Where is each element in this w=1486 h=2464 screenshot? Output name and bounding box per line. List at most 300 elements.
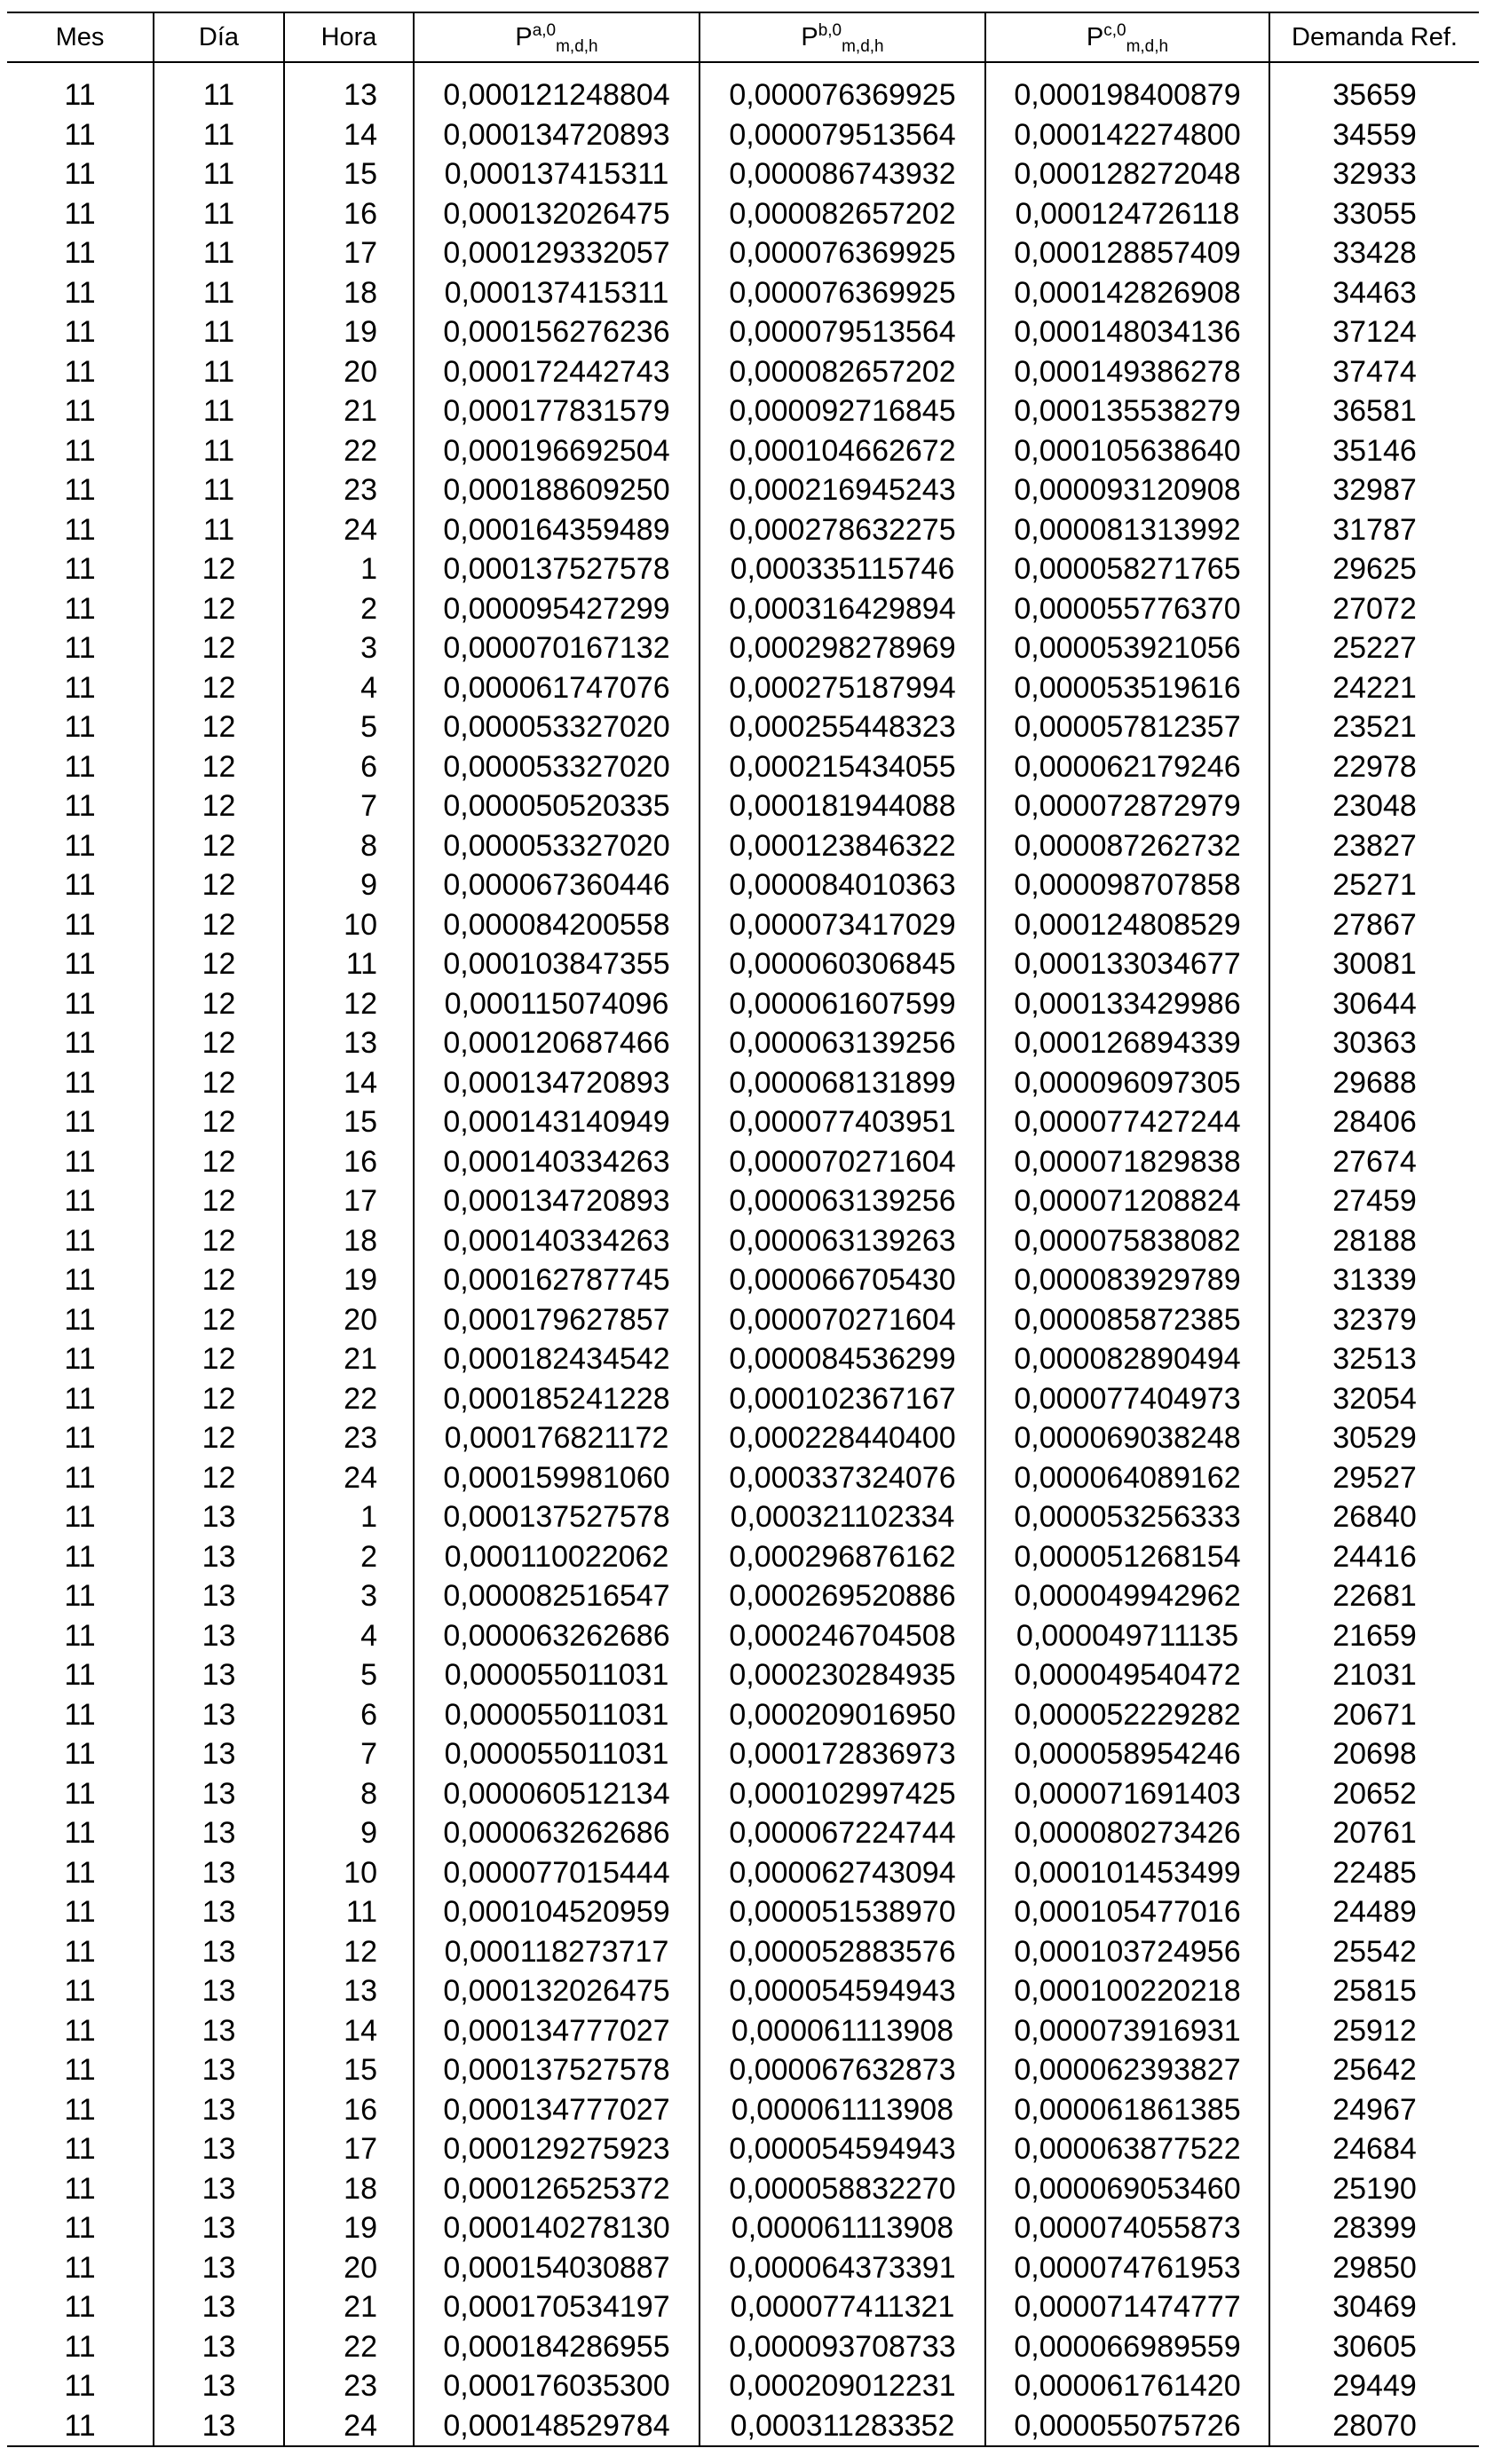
header-p-c-base: P xyxy=(1086,22,1104,51)
header-p-a-base: P xyxy=(515,22,533,51)
cell-p-b: 0,000209016950 xyxy=(700,1695,985,1735)
table-row xyxy=(7,391,1479,431)
cell-hora: 19 xyxy=(284,2208,414,2248)
cell-dia: 11 xyxy=(154,273,284,313)
cell-mes: 11 xyxy=(7,2406,154,2447)
cell-p-c: 0,000096097305 xyxy=(985,1063,1269,1103)
cell-p-b: 0,000063139256 xyxy=(700,1181,985,1221)
cell-demanda-ref: 34463 xyxy=(1269,273,1479,313)
cell-mes: 11 xyxy=(64,749,96,784)
cell-mes: 11 xyxy=(64,2092,96,2127)
cell-mes: 11 xyxy=(64,2369,96,2404)
cell-p-b: 0,000064373391 xyxy=(700,2248,985,2288)
cell-p-c: 0,000133034677 xyxy=(985,944,1269,984)
cell-mes: 11 xyxy=(64,1105,96,1140)
cell-hora: 14 xyxy=(284,1063,414,1103)
cell-dia: 12 xyxy=(154,1142,284,1182)
cell-p-c: 0,000049540472 xyxy=(985,1655,1269,1695)
cell-p-b: 0,000079513564 xyxy=(700,312,985,352)
cell-p-c: 0,000057812357 xyxy=(985,707,1269,747)
cell-demanda-ref: 23827 xyxy=(1269,826,1479,866)
cell-hora: 2 xyxy=(284,1537,414,1577)
cell-p-c: 0,000058271765 xyxy=(985,549,1269,589)
cell-p-c: 0,000083929789 xyxy=(985,1260,1269,1300)
table-row xyxy=(7,786,1479,826)
table-row xyxy=(7,273,1479,313)
cell-p-c: 0,000071691403 xyxy=(985,1774,1269,1814)
cell-hora: 19 xyxy=(284,1260,414,1300)
cell-p-b: 0,000337324076 xyxy=(700,1458,985,1498)
cell-dia: 13 xyxy=(154,2129,284,2169)
cell-dia: 13 xyxy=(154,1853,284,1893)
table-row xyxy=(7,1734,1479,1774)
cell-demanda-ref: 24684 xyxy=(1269,2129,1479,2169)
cell-dia: 11 xyxy=(154,431,284,471)
cell-p-b: 0,000102997425 xyxy=(700,1774,985,1814)
cell-mes: 11 xyxy=(64,1026,96,1061)
cell-p-c: 0,000071829838 xyxy=(985,1142,1269,1182)
cell-p-b: 0,000061113908 xyxy=(700,2208,985,2248)
cell-p-a: 0,000134777027 xyxy=(414,2090,700,2130)
cell-p-b: 0,000298278969 xyxy=(700,628,985,668)
cell-p-c: 0,000075838082 xyxy=(985,1221,1269,1261)
cell-p-a: 0,000137415311 xyxy=(414,154,700,194)
cell-demanda-ref: 30605 xyxy=(1269,2327,1479,2367)
table-row xyxy=(7,826,1479,866)
cell-dia: 12 xyxy=(154,944,284,984)
cell-p-a: 0,000070167132 xyxy=(414,628,700,668)
cell-demanda-ref: 30081 xyxy=(1269,944,1479,984)
cell-demanda-ref: 25815 xyxy=(1269,1971,1479,2011)
cell-p-c: 0,000128857409 xyxy=(985,233,1269,273)
cell-dia: 13 xyxy=(154,2208,284,2248)
cell-p-b: 0,000255448323 xyxy=(700,707,985,747)
table-row xyxy=(7,1418,1479,1458)
cell-hora: 11 xyxy=(284,1892,414,1932)
cell-p-c: 0,000126894339 xyxy=(985,1023,1269,1063)
table-row xyxy=(7,1497,1479,1537)
cell-demanda-ref: 31339 xyxy=(1269,1260,1479,1300)
cell-dia: 13 xyxy=(154,1971,284,2011)
cell-p-c: 0,000061761420 xyxy=(985,2366,1269,2406)
cell-mes: 11 xyxy=(64,1855,96,1890)
table-row xyxy=(7,1181,1479,1221)
header-p-c xyxy=(985,12,1269,62)
cell-p-c: 0,000055075726 xyxy=(985,2406,1269,2447)
cell-p-a: 0,000188609250 xyxy=(414,470,700,510)
cell-p-a: 0,000162787745 xyxy=(414,1260,700,1300)
cell-dia: 12 xyxy=(154,865,284,905)
cell-mes: 11 xyxy=(64,315,96,350)
header-hora: Hora xyxy=(284,12,414,62)
cell-p-c: 0,000100220218 xyxy=(985,1971,1269,2011)
table-row xyxy=(7,1971,1479,2011)
cell-p-c: 0,000062393827 xyxy=(985,2050,1269,2090)
cell-hora: 4 xyxy=(284,1616,414,1656)
cell-p-c: 0,000082890494 xyxy=(985,1339,1269,1379)
cell-demanda-ref: 21659 xyxy=(1269,1616,1479,1656)
cell-p-a: 0,000063262686 xyxy=(414,1616,700,1656)
cell-p-a: 0,000176821172 xyxy=(414,1418,700,1458)
table-row xyxy=(7,1695,1479,1735)
cell-p-b: 0,000058832270 xyxy=(700,2169,985,2209)
cell-demanda-ref: 30469 xyxy=(1269,2287,1479,2327)
table-row xyxy=(7,2406,1479,2447)
table-row xyxy=(7,352,1479,392)
cell-p-c: 0,000062179246 xyxy=(985,747,1269,787)
cell-p-c: 0,000073916931 xyxy=(985,2011,1269,2051)
cell-p-b: 0,000067224744 xyxy=(700,1813,985,1853)
cell-mes: 11 xyxy=(64,1460,96,1495)
cell-p-c: 0,000071208824 xyxy=(985,1181,1269,1221)
cell-p-a: 0,000176035300 xyxy=(414,2366,700,2406)
table-row xyxy=(7,1260,1479,1300)
cell-mes: 11 xyxy=(64,1144,96,1179)
cell-hora: 5 xyxy=(284,1655,414,1695)
cell-p-a: 0,000140334263 xyxy=(414,1142,700,1182)
cell-p-b: 0,000278632275 xyxy=(700,510,985,550)
cell-hora: 9 xyxy=(284,865,414,905)
cell-p-a: 0,000185241228 xyxy=(414,1379,700,1419)
cell-mes: 11 xyxy=(64,196,96,231)
cell-p-a: 0,000103847355 xyxy=(414,944,700,984)
table-row xyxy=(7,2129,1479,2169)
cell-dia: 11 xyxy=(154,352,284,392)
cell-p-c: 0,000124726118 xyxy=(985,194,1269,234)
cell-dia: 13 xyxy=(154,2050,284,2090)
cell-hora: 15 xyxy=(284,1102,414,1142)
cell-hora: 22 xyxy=(284,1379,414,1419)
header-p-c-sub: m,d,h xyxy=(1126,36,1169,56)
table-row xyxy=(7,470,1479,510)
table-row xyxy=(7,747,1479,787)
table-row xyxy=(7,1892,1479,1932)
cell-p-a: 0,000132026475 xyxy=(414,194,700,234)
cell-mes: 11 xyxy=(64,1263,96,1298)
cell-hora: 6 xyxy=(284,747,414,787)
cell-p-b: 0,000321102334 xyxy=(700,1497,985,1537)
cell-hora: 3 xyxy=(284,628,414,668)
cell-p-c: 0,000149386278 xyxy=(985,352,1269,392)
cell-p-c: 0,000093120908 xyxy=(985,470,1269,510)
cell-mes: 11 xyxy=(64,631,96,666)
cell-demanda-ref: 27867 xyxy=(1269,905,1479,945)
cell-p-b: 0,000230284935 xyxy=(700,1655,985,1695)
cell-p-b: 0,000077411321 xyxy=(700,2287,985,2327)
demand-probability-table xyxy=(7,12,1479,2447)
cell-p-b: 0,000077403951 xyxy=(700,1102,985,1142)
cell-mes: 11 xyxy=(64,1184,96,1219)
cell-hora: 13 xyxy=(284,1023,414,1063)
table-header xyxy=(7,12,1479,62)
cell-p-c: 0,000085872385 xyxy=(985,1300,1269,1340)
cell-p-a: 0,000055011031 xyxy=(414,1655,700,1695)
cell-hora: 22 xyxy=(284,431,414,471)
header-p-b-sup: b,0 xyxy=(818,20,842,40)
cell-p-a: 0,000177831579 xyxy=(414,391,700,431)
cell-p-b: 0,000061113908 xyxy=(700,2090,985,2130)
cell-dia: 11 xyxy=(154,391,284,431)
cell-p-c: 0,000105477016 xyxy=(985,1892,1269,1932)
cell-p-b: 0,000181944088 xyxy=(700,786,985,826)
cell-demanda-ref: 33428 xyxy=(1269,233,1479,273)
cell-demanda-ref: 31787 xyxy=(1269,510,1479,550)
cell-p-b: 0,000086743932 xyxy=(700,154,985,194)
table-row xyxy=(7,2169,1479,2209)
table-row xyxy=(7,2050,1479,2090)
cell-dia: 13 xyxy=(154,1774,284,1814)
cell-demanda-ref: 30529 xyxy=(1269,1418,1479,1458)
table-row xyxy=(7,62,1479,115)
cell-p-b: 0,000054594943 xyxy=(700,1971,985,2011)
cell-p-a: 0,000121248804 xyxy=(414,62,700,115)
cell-p-b: 0,000172836973 xyxy=(700,1734,985,1774)
cell-mes: 11 xyxy=(64,1421,96,1456)
cell-demanda-ref: 22485 xyxy=(1269,1853,1479,1893)
cell-mes: 11 xyxy=(64,1618,96,1653)
cell-demanda-ref: 28399 xyxy=(1269,2208,1479,2248)
cell-demanda-ref: 30644 xyxy=(1269,984,1479,1024)
cell-dia: 11 xyxy=(154,233,284,273)
cell-p-b: 0,000311283352 xyxy=(700,2406,985,2447)
table-row xyxy=(7,233,1479,273)
cell-p-b: 0,000092716845 xyxy=(700,391,985,431)
table-row xyxy=(7,431,1479,471)
cell-p-b: 0,000084536299 xyxy=(700,1339,985,1379)
cell-demanda-ref: 20652 xyxy=(1269,1774,1479,1814)
cell-demanda-ref: 25271 xyxy=(1269,865,1479,905)
cell-hora: 17 xyxy=(284,1181,414,1221)
cell-hora: 19 xyxy=(284,312,414,352)
table-row xyxy=(7,1339,1479,1379)
cell-p-b: 0,000082657202 xyxy=(700,352,985,392)
cell-p-b: 0,000068131899 xyxy=(700,1063,985,1103)
table-row xyxy=(7,1576,1479,1616)
cell-demanda-ref: 25227 xyxy=(1269,628,1479,668)
cell-demanda-ref: 32933 xyxy=(1269,154,1479,194)
cell-demanda-ref: 28188 xyxy=(1269,1221,1479,1261)
cell-mes: 11 xyxy=(64,1342,96,1377)
cell-demanda-ref: 20671 xyxy=(1269,1695,1479,1735)
cell-p-c: 0,000069053460 xyxy=(985,2169,1269,2209)
cell-p-b: 0,000070271604 xyxy=(700,1142,985,1182)
cell-p-a: 0,000053327020 xyxy=(414,707,700,747)
cell-dia: 13 xyxy=(154,1576,284,1616)
cell-p-b: 0,000093708733 xyxy=(700,2327,985,2367)
cell-dia: 11 xyxy=(154,194,284,234)
cell-p-c: 0,000198400879 xyxy=(985,62,1269,115)
cell-p-a: 0,000137415311 xyxy=(414,273,700,313)
cell-p-b: 0,000067632873 xyxy=(700,2050,985,2090)
cell-hora: 15 xyxy=(284,154,414,194)
cell-hora: 16 xyxy=(284,194,414,234)
cell-p-b: 0,000063139256 xyxy=(700,1023,985,1063)
cell-dia: 12 xyxy=(154,1260,284,1300)
cell-p-c: 0,000053921056 xyxy=(985,628,1269,668)
cell-hora: 8 xyxy=(284,826,414,866)
table-row xyxy=(7,1853,1479,1893)
cell-p-b: 0,000275187994 xyxy=(700,668,985,708)
cell-dia: 12 xyxy=(154,1379,284,1419)
cell-mes: 11 xyxy=(64,2053,96,2088)
cell-dia: 12 xyxy=(154,905,284,945)
cell-p-c: 0,000058954246 xyxy=(985,1734,1269,1774)
cell-hora: 2 xyxy=(284,589,414,629)
cell-hora: 21 xyxy=(284,2287,414,2327)
cell-p-b: 0,000063139263 xyxy=(700,1221,985,1261)
cell-dia: 12 xyxy=(154,1102,284,1142)
table-row xyxy=(7,707,1479,747)
cell-demanda-ref: 23048 xyxy=(1269,786,1479,826)
cell-hora: 16 xyxy=(284,1142,414,1182)
cell-hora: 13 xyxy=(284,1971,414,2011)
cell-dia: 12 xyxy=(154,1339,284,1379)
cell-p-c: 0,000074055873 xyxy=(985,2208,1269,2248)
table-row xyxy=(7,1813,1479,1853)
cell-p-c: 0,000049942962 xyxy=(985,1576,1269,1616)
cell-p-a: 0,000134720893 xyxy=(414,1063,700,1103)
table-row xyxy=(7,1537,1479,1577)
cell-p-a: 0,000077015444 xyxy=(414,1853,700,1893)
cell-p-c: 0,000098707858 xyxy=(985,865,1269,905)
table-row xyxy=(7,1458,1479,1498)
header-p-c-sup: c,0 xyxy=(1103,20,1126,40)
cell-mes: 11 xyxy=(64,710,96,745)
cell-demanda-ref: 32379 xyxy=(1269,1300,1479,1340)
cell-mes: 11 xyxy=(64,1065,96,1100)
cell-dia: 12 xyxy=(154,1418,284,1458)
cell-dia: 13 xyxy=(154,1616,284,1656)
cell-p-b: 0,000209012231 xyxy=(700,2366,985,2406)
cell-demanda-ref: 35659 xyxy=(1269,62,1479,115)
cell-mes: 11 xyxy=(64,275,96,310)
cell-p-a: 0,000182434542 xyxy=(414,1339,700,1379)
table-row xyxy=(7,1932,1479,1972)
cell-demanda-ref: 29625 xyxy=(1269,549,1479,589)
cell-dia: 12 xyxy=(154,1300,284,1340)
table-row xyxy=(7,944,1479,984)
cell-demanda-ref: 29850 xyxy=(1269,2248,1479,2288)
cell-mes: 11 xyxy=(64,1697,96,1732)
cell-dia: 12 xyxy=(154,628,284,668)
cell-p-a: 0,000132026475 xyxy=(414,1971,700,2011)
cell-p-a: 0,000137527578 xyxy=(414,2050,700,2090)
table-row xyxy=(7,628,1479,668)
cell-p-c: 0,000103724956 xyxy=(985,1932,1269,1972)
cell-demanda-ref: 28406 xyxy=(1269,1102,1479,1142)
cell-p-c: 0,000077427244 xyxy=(985,1102,1269,1142)
cell-dia: 13 xyxy=(154,1813,284,1853)
cell-demanda-ref: 24416 xyxy=(1269,1537,1479,1577)
cell-mes: 11 xyxy=(64,1658,96,1693)
cell-demanda-ref: 22978 xyxy=(1269,747,1479,787)
table-row xyxy=(7,905,1479,945)
cell-hora: 8 xyxy=(284,1774,414,1814)
cell-p-b: 0,000216945243 xyxy=(700,470,985,510)
table-row xyxy=(7,1142,1479,1182)
cell-p-b: 0,000269520886 xyxy=(700,1576,985,1616)
cell-p-a: 0,000120687466 xyxy=(414,1023,700,1063)
cell-mes: 11 xyxy=(64,907,96,942)
cell-demanda-ref: 22681 xyxy=(1269,1576,1479,1616)
cell-hora: 6 xyxy=(284,1695,414,1735)
cell-p-c: 0,000148034136 xyxy=(985,312,1269,352)
cell-mes: 11 xyxy=(64,354,96,389)
cell-mes: 11 xyxy=(64,868,96,903)
cell-demanda-ref: 30363 xyxy=(1269,1023,1479,1063)
header-p-b-sub: m,d,h xyxy=(842,36,884,56)
cell-dia: 13 xyxy=(154,2287,284,2327)
cell-mes: 11 xyxy=(64,78,96,113)
cell-demanda-ref: 27072 xyxy=(1269,589,1479,629)
cell-dia: 13 xyxy=(154,2090,284,2130)
table-row xyxy=(7,865,1479,905)
table-row xyxy=(7,312,1479,352)
cell-hora: 4 xyxy=(284,668,414,708)
table-row xyxy=(7,510,1479,550)
cell-dia: 13 xyxy=(154,1655,284,1695)
cell-p-a: 0,000137527578 xyxy=(414,1497,700,1537)
cell-dia: 13 xyxy=(154,2327,284,2367)
cell-p-b: 0,000076369925 xyxy=(700,233,985,273)
cell-demanda-ref: 29449 xyxy=(1269,2366,1479,2406)
header-p-b-base: P xyxy=(801,22,818,51)
cell-hora: 21 xyxy=(284,391,414,431)
cell-mes: 11 xyxy=(64,947,96,982)
cell-p-a: 0,000156276236 xyxy=(414,312,700,352)
cell-p-b: 0,000102367167 xyxy=(700,1379,985,1419)
cell-mes: 11 xyxy=(64,236,96,271)
cell-p-a: 0,000060512134 xyxy=(414,1774,700,1814)
header-row xyxy=(7,12,1479,62)
table-row xyxy=(7,1102,1479,1142)
cell-dia: 13 xyxy=(154,1734,284,1774)
cell-demanda-ref: 20761 xyxy=(1269,1813,1479,1853)
cell-demanda-ref: 25642 xyxy=(1269,2050,1479,2090)
table-row xyxy=(7,115,1479,155)
cell-demanda-ref: 32987 xyxy=(1269,470,1479,510)
cell-mes: 11 xyxy=(64,473,96,508)
cell-p-b: 0,000051538970 xyxy=(700,1892,985,1932)
cell-dia: 12 xyxy=(154,549,284,589)
cell-hora: 14 xyxy=(284,2011,414,2051)
cell-hora: 3 xyxy=(284,1576,414,1616)
cell-mes: 11 xyxy=(64,591,96,626)
cell-p-c: 0,000052229282 xyxy=(985,1695,1269,1735)
cell-p-c: 0,000142274800 xyxy=(985,115,1269,155)
cell-dia: 11 xyxy=(154,62,284,115)
cell-demanda-ref: 33055 xyxy=(1269,194,1479,234)
cell-p-c: 0,000087262732 xyxy=(985,826,1269,866)
cell-dia: 12 xyxy=(154,1063,284,1103)
cell-demanda-ref: 27674 xyxy=(1269,1142,1479,1182)
cell-demanda-ref: 29688 xyxy=(1269,1063,1479,1103)
table-row xyxy=(7,194,1479,234)
table-row xyxy=(7,1023,1479,1063)
cell-mes: 11 xyxy=(64,2211,96,2246)
cell-p-b: 0,000079513564 xyxy=(700,115,985,155)
cell-p-c: 0,000135538279 xyxy=(985,391,1269,431)
cell-p-c: 0,000049711135 xyxy=(985,1616,1269,1656)
cell-p-c: 0,000064089162 xyxy=(985,1458,1269,1498)
cell-p-a: 0,000184286955 xyxy=(414,2327,700,2367)
cell-dia: 13 xyxy=(154,2011,284,2051)
cell-p-b: 0,000054594943 xyxy=(700,2129,985,2169)
cell-p-b: 0,000104662672 xyxy=(700,431,985,471)
cell-mes: 11 xyxy=(64,1579,96,1614)
cell-hora: 23 xyxy=(284,1418,414,1458)
cell-p-c: 0,000080273426 xyxy=(985,1813,1269,1853)
